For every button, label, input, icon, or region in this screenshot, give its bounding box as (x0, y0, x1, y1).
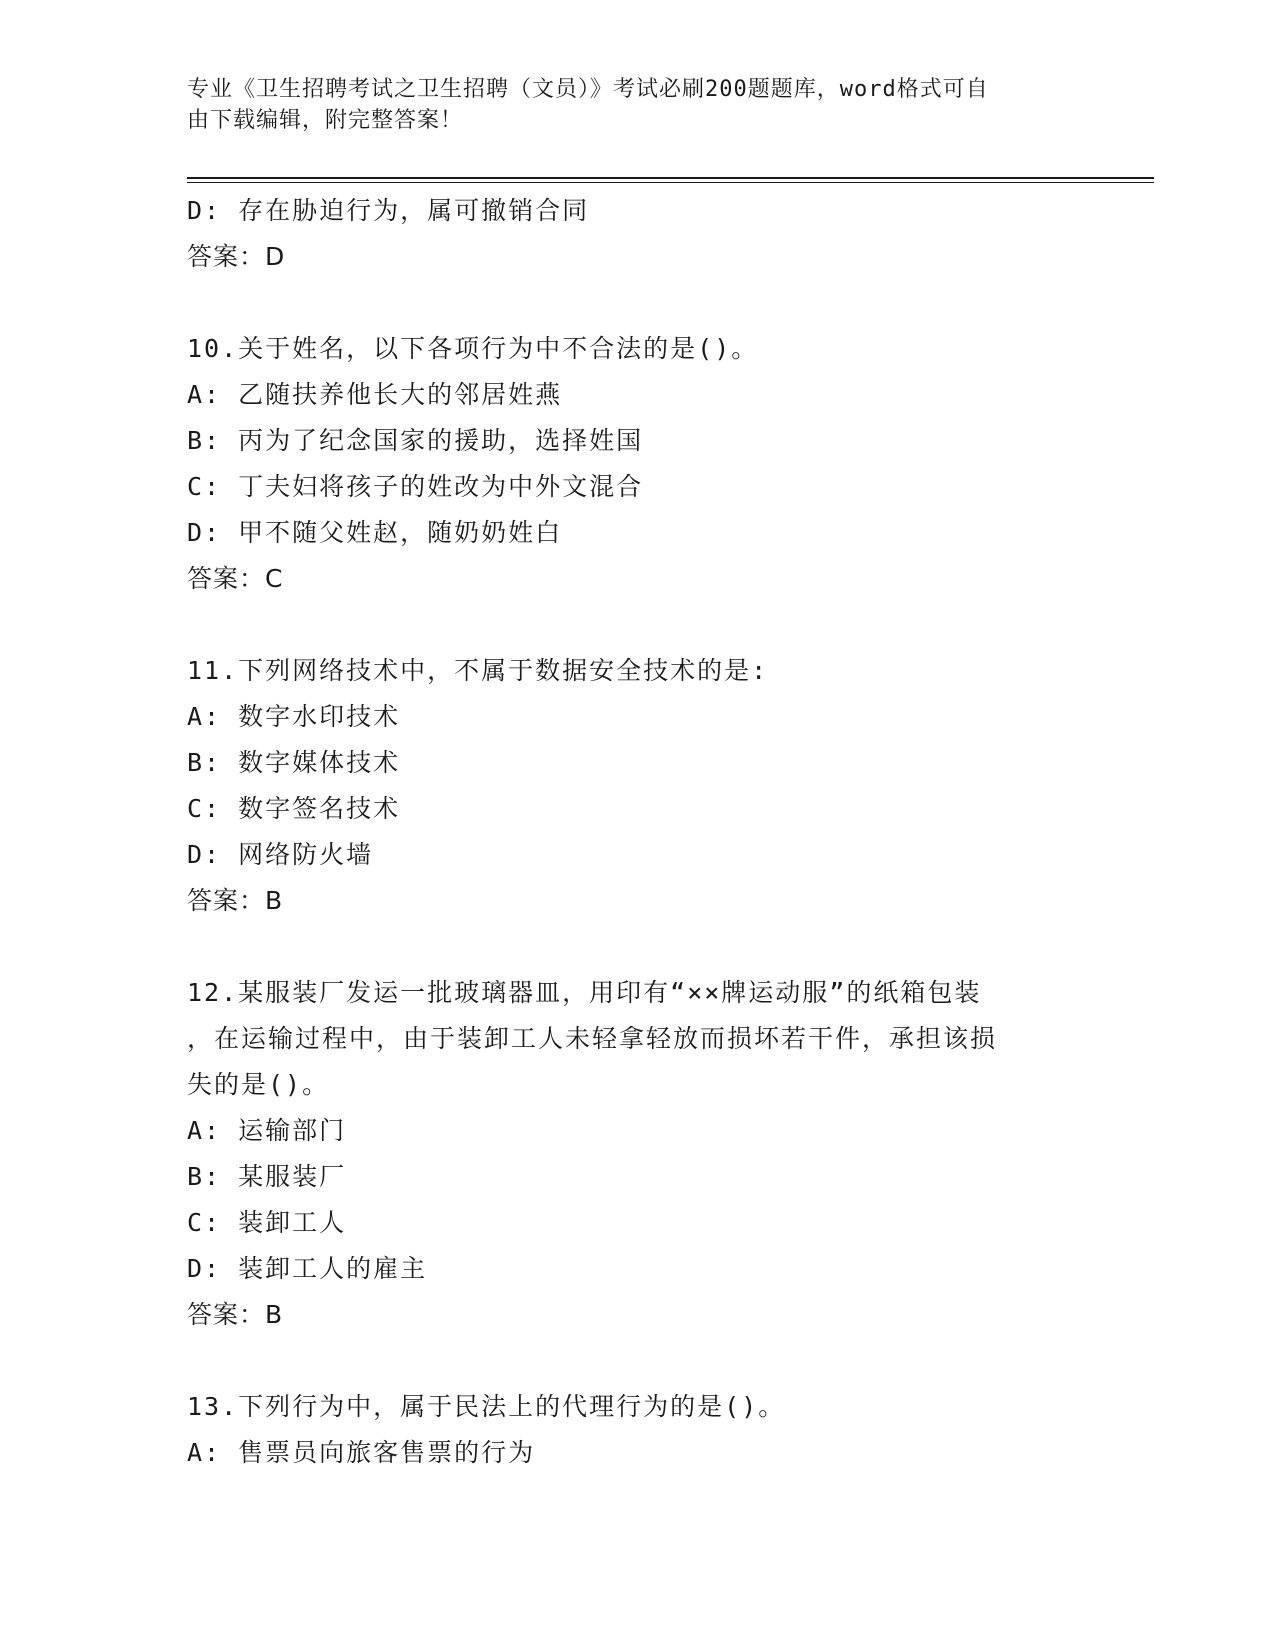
option-a: A: 售票员向旅客售票的行为 (187, 1438, 536, 1467)
document-header (187, 74, 1067, 136)
question-stem-line-3: 失的是()。 (187, 1070, 330, 1099)
option-d: D: 装卸工人的雇主 (187, 1254, 428, 1283)
answer: 答案：B (187, 886, 284, 915)
question-stem: 11.下列网络技术中，不属于数据安全技术的是: (187, 656, 769, 685)
header-divider-thin (187, 182, 1154, 183)
option-c: C: 装卸工人 (187, 1208, 347, 1237)
question-stem-line-1: 12.某服装厂发运一批玻璃器皿，用印有“××牌运动服”的纸箱包装 (187, 978, 982, 1007)
option-b: B: 丙为了纪念国家的援助，选择姓国 (187, 426, 644, 455)
header-line-2: 由下载编辑，附完整答案！ (187, 108, 464, 133)
option-a: A: 乙随扶养他长大的邻居姓燕 (187, 380, 563, 409)
option-b: B: 某服装厂 (187, 1162, 347, 1191)
answer-previous: 答案：D (187, 242, 286, 271)
question-stem: 10.关于姓名，以下各项行为中不合法的是()。 (187, 334, 759, 363)
question-list (187, 188, 1087, 1476)
option-d: D: 甲不随父姓赵，随奶奶姓白 (187, 518, 563, 547)
spacer (187, 280, 1087, 326)
spacer (187, 602, 1087, 648)
option-a: A: 运输部门 (187, 1116, 347, 1145)
option-b: B: 数字媒体技术 (187, 748, 401, 777)
option-c: C: 数字签名技术 (187, 794, 401, 823)
header-line-1: 专业《卫生招聘考试之卫生招聘（文员）》考试必刷200题题库，word格式可自 (187, 77, 989, 102)
option-d: D: 网络防火墙 (187, 840, 374, 869)
question-13 (187, 1384, 1087, 1476)
spacer (187, 1338, 1087, 1384)
header-divider-thick (187, 177, 1154, 179)
answer: 答案：C (187, 564, 284, 593)
option-c: C: 丁夫妇将孩子的姓改为中外文混合 (187, 472, 644, 501)
answer: 答案：B (187, 1300, 284, 1329)
question-stem: 13.下列行为中，属于民法上的代理行为的是()。 (187, 1392, 786, 1421)
option-a: A: 数字水印技术 (187, 702, 401, 731)
question-stem-line-2: ，在运输过程中，由于装卸工人未轻拿轻放而损坏若干件，承担该损 (187, 1024, 998, 1053)
question-11 (187, 648, 1087, 924)
spacer (187, 924, 1087, 970)
question-12 (187, 970, 1087, 1338)
option-d-previous: D: 存在胁迫行为，属可撤销合同 (187, 196, 590, 225)
question-10 (187, 326, 1087, 602)
